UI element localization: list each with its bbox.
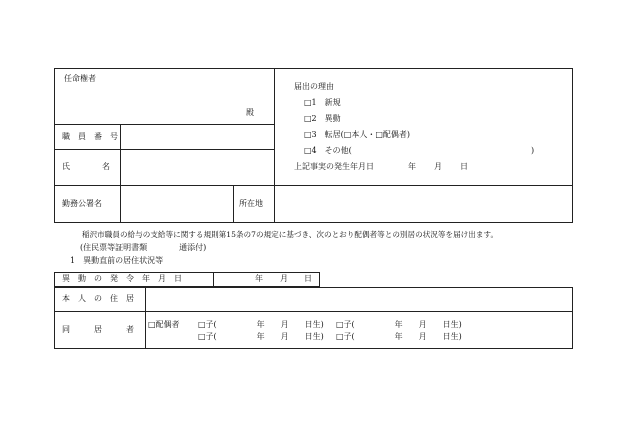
spouse-checkbox[interactable]: □配偶者 [148, 320, 180, 329]
child-checkbox-3[interactable]: □子( 年 月 日生) [198, 332, 324, 341]
reason-date-line: 上記事実の発生年月日 [294, 162, 374, 171]
staff-number-field[interactable] [122, 126, 272, 147]
workplace-field[interactable] [122, 187, 231, 221]
reason-month: 月 [434, 162, 442, 171]
workplace-label: 勤務公署名 [62, 199, 102, 208]
child-checkbox-4[interactable]: □子( 年 月 日生) [336, 332, 462, 341]
row-line-1 [54, 124, 274, 125]
child-checkbox-2[interactable]: □子( 年 月 日生) [336, 320, 462, 329]
appointer-field[interactable] [56, 86, 272, 122]
child-checkbox-1[interactable]: □子( 年 月 日生) [198, 320, 324, 329]
name-label: 氏 名 [62, 162, 110, 171]
address-row-line [54, 311, 573, 312]
staff-number-label: 職 員 番 号 [62, 132, 118, 141]
move-date-day: 日 [304, 274, 312, 283]
appointer-label: 任命権者 [64, 74, 96, 83]
move-date-year: 年 [255, 274, 263, 283]
statement-line1: 稲沢市職員の給与の支給等に関する規則第15条の7の規定に基づき、次のとおり配偶者等との別居の状況等を届け出ます。 [82, 230, 499, 239]
reason-day: 日 [460, 162, 468, 171]
row-line-3 [54, 185, 573, 186]
statement-line2: (住民票等証明書類 通添付) [80, 243, 207, 252]
reason-year: 年 [408, 162, 416, 171]
move-date-label: 異 動 の 発 令 年 月 日 [62, 274, 182, 283]
section1-title: 1 異動直前の居住状況等 [70, 256, 164, 265]
location-divider [233, 185, 234, 223]
reason-item-other[interactable]: □4 その他( [304, 146, 352, 155]
reason-item-relocation[interactable]: □3 転居(□本人・□配偶者) [304, 130, 411, 139]
label-column-divider [120, 124, 121, 223]
row-line-2 [54, 149, 274, 150]
address-field[interactable] [147, 289, 571, 309]
cohabitant-label: 同 居 者 [62, 325, 134, 334]
reason-item-transfer[interactable]: □2 異動 [304, 114, 341, 123]
reason-title: 届出の理由 [294, 82, 334, 91]
move-date-divider [213, 272, 214, 287]
top-form-divider [274, 68, 275, 185]
location-label: 所在地 [239, 199, 263, 208]
address-label: 本 人 の 住 居 [62, 294, 134, 303]
move-date-month: 月 [280, 274, 288, 283]
name-field[interactable] [122, 151, 272, 183]
reason-other-close: ) [531, 146, 535, 155]
location-label-divider [274, 185, 275, 223]
location-field[interactable] [276, 187, 571, 221]
reason-item-new[interactable]: □1 新規 [304, 98, 341, 107]
honorific: 殿 [246, 108, 254, 117]
address-label-divider [145, 287, 146, 349]
